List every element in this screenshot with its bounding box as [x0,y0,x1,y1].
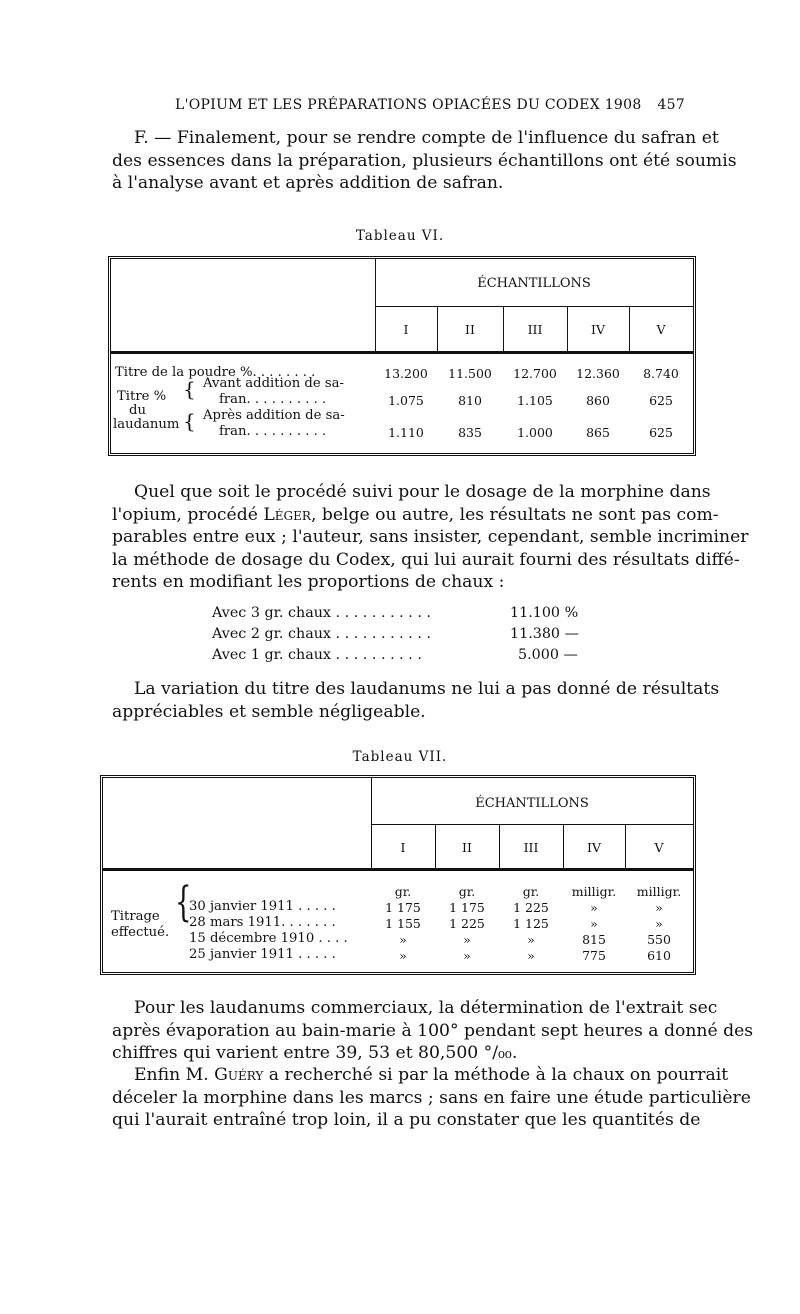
paragraph-guery [112,1064,751,1132]
table6-r1-c1: 13.200 [384,366,428,381]
running-header [175,97,685,113]
table7-caption: Tableau VII. [352,749,448,765]
para1-line1: F. — Finalement, pour se rendre compte de l'influence du safran et [134,128,719,148]
table7-r1-c3: 1 225 [513,900,549,915]
para3-line2: appréciables et semble négligeable. [112,701,426,722]
table7-r4-c2: » [463,948,471,963]
para2-line2 [112,504,719,527]
table7-row3-label: 15 décembre 1910 . . . . [189,931,348,946]
table6-col-v: V [656,322,666,337]
table7-col-ii: II [462,840,472,855]
table6-row3-label-b: fran. . . . . . . . . . [219,424,327,439]
author-leger: Léger [263,504,311,525]
table7-r3-c5: 550 [647,932,671,947]
table6-r3-c1: 1.110 [388,425,424,440]
table6-r1-c2: 11.500 [448,366,492,381]
table7-col-iii: III [523,840,539,855]
table6-brace-top: { [183,377,196,401]
table6-col-i: I [403,322,409,337]
table7-col-v: V [654,840,664,855]
paragraph-leger [112,481,749,594]
table6-vline-left [375,259,376,351]
para5-line1-b: a recherché si par la méthode à la chaux on pourrait [263,1065,729,1085]
chaux-label-1: Avec 3 gr. chaux . . . . . . . . . . . [212,605,431,621]
table7 [100,775,696,975]
table7-r2-c5: » [655,916,663,931]
table7-r1-c2: 1 175 [449,900,485,915]
table6-header-rule [111,351,693,354]
para2-line2-b: , belge ou autre, les résultats ne sont pas com- [310,504,719,525]
para4-line2: après évaporation au bain-marie à 100° pendant sept heures a donné des [112,1020,754,1041]
table7-r1-c4: » [590,900,598,915]
table7-r1-c1: 1 175 [385,900,421,915]
table6-brace-bottom: { [183,409,196,433]
table7-r1-c5: » [655,900,663,915]
table6-r3-c3: 1.000 [517,425,553,440]
table7-row4-label: 25 janvier 1911 . . . . . [189,947,336,962]
para1-line2: des essences dans la préparation, plusieurs échantillons ont été soumis [112,150,737,171]
table6-group-header: ÉCHANTILLONS [477,276,591,291]
table7-header-rule [103,868,693,871]
table6-group-label-3: laudanum [113,417,180,432]
table7-r4-c3: » [527,948,535,963]
table7-r2-c3: 1 125 [513,916,549,931]
table7-r2-c4: » [590,916,598,931]
para4-line3: chiffres qui varient entre 39, 53 et 80,500 °/₀₀. [112,1043,518,1063]
table6-group-label-2: du [129,403,146,418]
table7-col-i: I [400,840,406,855]
page-number: 457 [657,97,685,113]
chaux-value-3: 5.000 — [518,647,578,663]
para5-line1-a: Enfin M. [134,1065,215,1085]
table7-r3-c4: 815 [582,932,606,947]
paragraph-laudanums [112,997,754,1065]
table7-r3-c3: » [527,932,535,947]
table7-brace: { [175,879,192,927]
table7-r4-c5: 610 [647,948,671,963]
table6-r2-c1: 1.075 [388,393,424,408]
chaux-label-3: Avec 1 gr. chaux . . . . . . . . . . [212,647,422,663]
table7-r4-c1: » [399,948,407,963]
paragraph-variation [112,678,720,723]
table6-col-iv: IV [591,322,605,337]
paragraph-f [112,127,737,195]
para2-line2-a: l'opium, procédé [112,504,264,525]
table6-row2-label-b: fran. . . . . . . . . . [219,392,327,407]
para5-line2: déceler la morphine dans les marcs ; sans en faire une étude particulière [112,1087,751,1108]
table7-unit-5: milligr. [636,884,682,899]
table6-row2-label-a: Avant addition de sa- [203,376,344,391]
para2-line5: rents en modifiant les proportions de chaux : [112,572,505,592]
chaux-label-2: Avec 2 gr. chaux . . . . . . . . . . . [212,626,431,642]
author-guery: Guéry [214,1065,264,1085]
table7-unit-3: gr. [522,884,540,899]
para5-line1 [112,1064,729,1087]
running-title: L'OPIUM ET LES PRÉPARATIONS OPIACÉES DU CODEX 1908 [175,97,642,113]
table7-col-iv: IV [587,840,601,855]
table6-r3-c4: 865 [586,425,610,440]
table6-r2-c2: 810 [458,393,482,408]
para3-line1: La variation du titre des laudanums ne lui a pas donné de résultats [134,679,720,699]
table6-r3-c2: 835 [458,425,482,440]
table7-group-label-2: effectué. [111,925,170,940]
table7-r2-c1: 1 155 [385,916,421,931]
table6-row1-label: Titre de la poudre %. . . . . . . . [115,365,316,380]
table7-r4-c4: 775 [582,948,606,963]
table6-r1-c5: 8.740 [643,366,679,381]
table6-caption: Tableau VI. [355,228,445,244]
table6-r3-c5: 625 [649,425,673,440]
table7-row2-label: 28 mars 1911. . . . . . . [189,915,336,930]
table6-r2-c4: 860 [586,393,610,408]
table6-group-label-1: Titre % [117,389,167,404]
table7-unit-1: gr. [394,884,412,899]
table6-group-rule [375,306,693,307]
para5-line3: qui l'aurait entraîné trop loin, il a pu constater que les quantités de [112,1110,701,1130]
para2-line3: parables entre eux ; l'auteur, sans insister, cependant, semble incriminer [112,527,749,547]
table7-r2-c2: 1 225 [449,916,485,931]
table6-col-iii: III [527,322,543,337]
para2-line1: Quel que soit le procédé suivi pour le dosage de la morphine dans [134,482,711,502]
table7-r3-c2: » [463,932,471,947]
table6 [108,256,696,456]
table6-row3-label-a: Après addition de sa- [203,408,345,423]
table6-r2-c3: 1.105 [517,393,553,408]
table7-group-label-1: Titrage [111,909,160,924]
para1-line3: à l'analyse avant et après addition de safran. [112,173,504,193]
table6-col-ii: II [465,322,475,337]
table7-unit-2: gr. [458,884,476,899]
table6-r1-c3: 12.700 [513,366,557,381]
table7-r3-c1: » [399,932,407,947]
para2-line4: la méthode de dosage du Codex, qui lui aurait fourni des résultats diffé- [112,549,740,570]
table6-r2-c5: 625 [649,393,673,408]
table7-group-rule [371,824,693,825]
table7-group-header: ÉCHANTILLONS [475,796,589,811]
table7-row1-label: 30 janvier 1911 . . . . . [189,899,336,914]
table7-unit-4: milligr. [571,884,617,899]
para4-line1: Pour les laudanums commerciaux, la détermination de l'extrait sec [134,998,718,1018]
table6-r1-c4: 12.360 [576,366,620,381]
chaux-value-1: 11.100 % [510,605,579,621]
chaux-value-2: 11.380 — [510,626,579,642]
